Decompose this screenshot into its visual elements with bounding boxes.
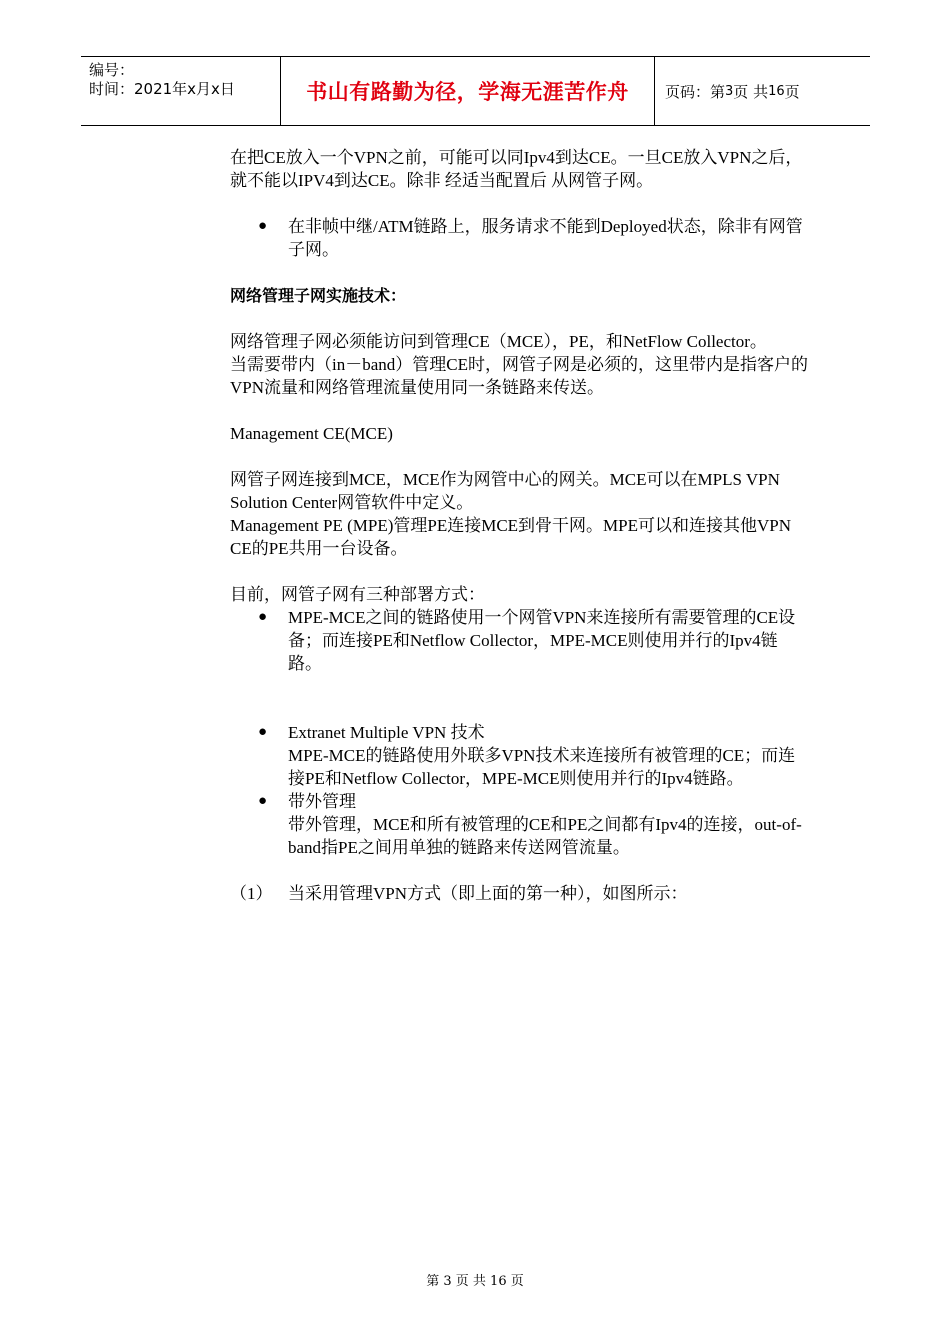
paragraph-deploy-modes: 目前，网管子网有三种部署方式： [230, 585, 485, 604]
document-body [230, 146, 810, 905]
paragraph-ce-vpn: 在把CE放入一个VPN之前，可能可以同Ipv4到达CE。一旦CE放入VPN之后，就不能以IPV4到达CE。除非 经适当配置后 从网管子网。 [230, 148, 803, 190]
bullet-subtext: MPE-MCE的链路使用外联多VPN技术来连接所有被管理的CE；而连接PE和Netflow Collector，MPE-MCE则使用并行的Ipv4链路。 [288, 746, 796, 788]
bullet-text: 在非帧中继/ATM链路上，服务请求不能到Deployed状态，除非有网管子网。 [288, 217, 803, 259]
paragraph-mgmt-subnet: 网络管理子网必须能访问到管理CE（MCE），PE，和NetFlow Collector。 [230, 332, 767, 351]
list-item [230, 721, 810, 790]
bullet-text: MPE-MCE之间的链路使用一个网管VPN来连接所有需要管理的CE设备；而连接PE和Netflow Collector，MPE-MCE则使用并行的Ipv4链路。 [288, 608, 796, 673]
bullet-icon: ● [258, 793, 268, 809]
page-footer: 第 3 页 共 16 页 [426, 1274, 524, 1289]
bullet-subtext: 带外管理，MCE和所有被管理的CE和PE之间都有Ipv4的连接，out-of-band指PE之间用单独的链路来传送网管流量。 [288, 815, 802, 857]
page-prefix: 页码：第 [665, 82, 726, 101]
page-current: 3 [725, 83, 734, 99]
list-item [230, 790, 810, 859]
bullet-icon: ● [258, 218, 268, 234]
page-total: 16 [768, 83, 785, 99]
section-heading: 网络管理子网实施技术： [230, 286, 407, 305]
numbered-item [230, 882, 810, 905]
item-number: （1） [230, 884, 273, 903]
list-item [230, 606, 810, 675]
list-item [230, 215, 810, 261]
paragraph-mce: 网管子网连接到MCE，MCE作为网管中心的网关。MCE可以在MPLS VPN Solution Center网管软件中定义。 [230, 470, 780, 512]
bullet-text: Extranet Multiple VPN 技术 [288, 723, 485, 742]
bullet-icon: ● [258, 609, 268, 625]
serial-label: 编号： [89, 61, 135, 79]
bullet-icon: ● [258, 724, 268, 740]
document-header [81, 56, 870, 126]
page-suffix: 页 [784, 82, 800, 101]
paragraph-mce-title: Management CE(MCE) [230, 424, 393, 443]
header-page-number [655, 57, 870, 125]
header-meta [81, 57, 281, 125]
bullet-text: 带外管理 [288, 792, 356, 811]
page-mid: 页 共 [733, 82, 769, 101]
paragraph-mpe: Management PE (MPE)管理PE连接MCE到骨干网。MPE可以和连接其他VPN CE的PE共用一台设备。 [230, 516, 791, 558]
time-label: 时间：2021年x月x日 [89, 80, 235, 98]
header-motto: 书山有路勤为径，学海无涯苦作舟 [281, 57, 655, 125]
item-text: 当采用管理VPN方式（即上面的第一种），如图所示： [288, 884, 688, 903]
paragraph-in-band: 当需要带内（in－band）管理CE时，网管子网是必须的，这里带内是指客户的VPN流量和网络管理流量使用同一条链路来传送。 [230, 355, 808, 397]
